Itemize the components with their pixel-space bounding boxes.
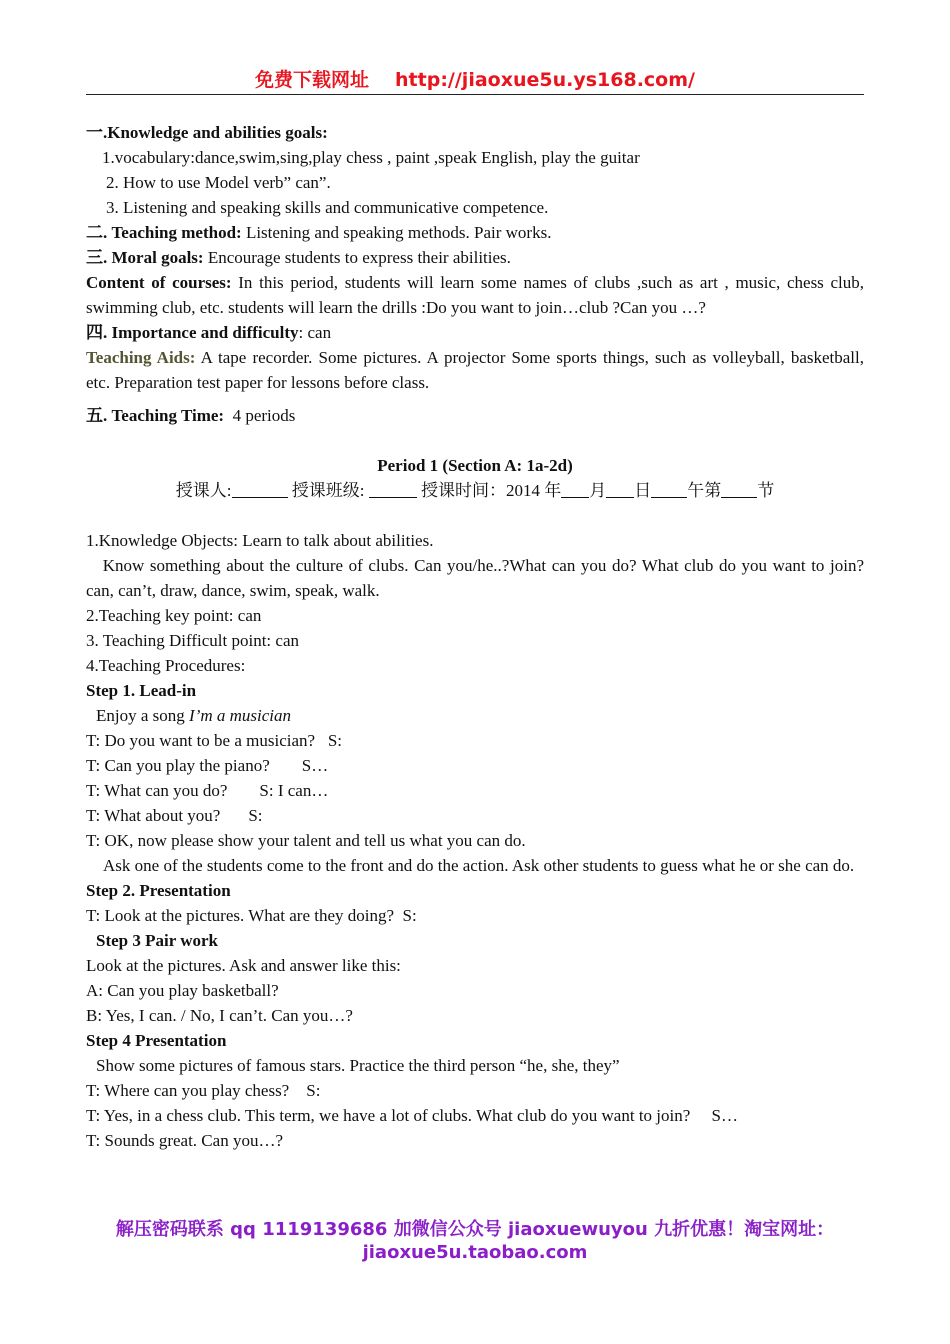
dialogue-line: T: Look at the pictures. What are they doing? S: xyxy=(86,906,417,925)
footer-contact-line: 解压密码联系 qq 1119139686 加微信公众号 jiaoxuewuyou 九折优惠！淘宝网址： xyxy=(115,1219,835,1240)
knowledge-item-2: 2. How to use Model verb” can”. xyxy=(106,173,331,192)
teaching-method: 二. Teaching method: Listening and speaking methods. Pair works. xyxy=(86,223,552,242)
dialogue-line: T: Can you play the piano? S… xyxy=(86,756,329,775)
page-footer xyxy=(86,1218,864,1264)
header-url-link[interactable]: http://jiaoxue5u.ys168.com/ xyxy=(395,69,695,91)
dialogue-line: B: Yes, I can. / No, I can’t. Can you…? xyxy=(86,1006,353,1025)
step-1-heading: Step 1. Lead-in xyxy=(86,681,197,700)
period-title: Period 1 (Section A: 1a-2d) xyxy=(377,456,573,475)
dialogue-line: T: Yes, in a chess club. This term, we have a lot of clubs. What club do you want to join? S… xyxy=(86,1106,738,1125)
objective-2: 2.Teaching key point: can xyxy=(86,606,262,625)
knowledge-item-3: 3. Listening and speaking skills and communicative competence. xyxy=(106,198,549,217)
step-4-heading: Step 4 Presentation xyxy=(86,1031,227,1050)
teaching-time: 五. Teaching Time: 4 periods xyxy=(86,406,296,425)
dialogue-line: T: Where can you play chess? S: xyxy=(86,1081,321,1100)
objective-1-detail: Know something about the culture of clubs. Can you/he..?What can you do? What club do you want to join?can, can’t, draw, dance, swim, speak, walk. xyxy=(86,556,864,600)
objective-3: 3. Teaching Difficult point: can xyxy=(86,631,299,650)
step-1-activity: Ask one of the students come to the front and do the action. Ask other students to guess what he or she can do. xyxy=(103,856,855,875)
dialogue-line: T: Do you want to be a musician? S: xyxy=(86,731,343,750)
moral-goals: 三. Moral goals: Encourage students to express their abilities. xyxy=(86,248,511,267)
period-info-line: 授课人: 授课班级: 授课时间：2014 年 月 日 午第 节 xyxy=(175,481,775,500)
objective-4: 4.Teaching Procedures: xyxy=(86,656,246,675)
dialogue-line: T: OK, now please show your talent and tell us what you can do. xyxy=(86,831,526,850)
step-4-instruction: Show some pictures of famous stars. Practice the third person “he, she, they” xyxy=(96,1056,620,1075)
teaching-aids: Teaching Aids: A tape recorder. Some pictures. A projector Some sports things, such as volleyball, basketball, etc. Preparation test paper for lessons before class. xyxy=(86,348,864,392)
dialogue-line: T: What about you? S: xyxy=(86,806,263,825)
step-3-heading: Step 3 Pair work xyxy=(96,931,218,950)
content-of-courses: Content of courses: In this period, students will learn some names of clubs ,such as art , music, chess club, swimming club, etc. students will learn the drills :Do you want to join…club ?Can you …? xyxy=(86,273,865,317)
dialogue-line: A: Can you play basketball? xyxy=(86,981,279,1000)
dialogue-line: T: What can you do? S: I can… xyxy=(86,781,329,800)
knowledge-goals-heading: 一.Knowledge and abilities goals: xyxy=(86,123,328,142)
knowledge-item-1: 1.vocabulary:dance,swim,sing,play chess , paint ,speak English, play the guitar xyxy=(102,148,640,167)
step-3-instruction: Look at the pictures. Ask and answer like this: xyxy=(86,956,401,975)
importance-difficulty: 四. Importance and difficulty: can xyxy=(86,323,332,342)
footer-shop-link[interactable]: jiaoxue5u.taobao.com xyxy=(362,1242,588,1263)
document-body xyxy=(86,120,864,1153)
header-site-label: 免费下载网址 xyxy=(255,69,370,91)
objective-1: 1.Knowledge Objects: Learn to talk about abilities. xyxy=(86,531,434,550)
step-1-song: Enjoy a song I’m a musician xyxy=(96,706,292,725)
page-header xyxy=(86,66,864,95)
dialogue-line: T: Sounds great. Can you…? xyxy=(86,1131,283,1150)
step-2-heading: Step 2. Presentation xyxy=(86,881,231,900)
